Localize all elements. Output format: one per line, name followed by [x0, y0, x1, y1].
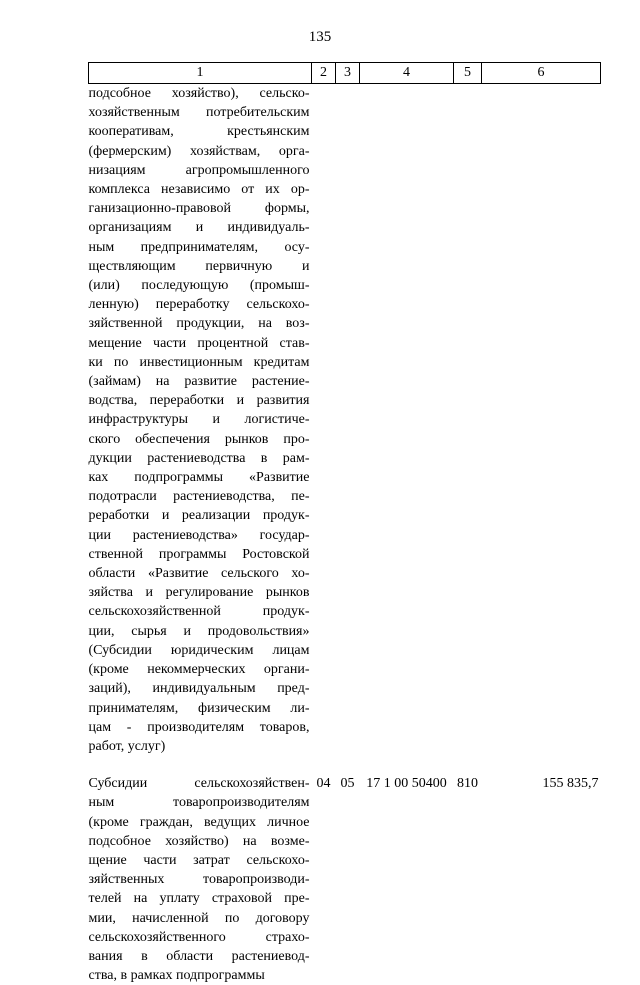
description-line: щение части затрат сельскохо-: [88, 852, 310, 868]
row-expense-type: [454, 84, 482, 757]
description-line: мещение части процентной став-: [88, 335, 310, 351]
description-line: ленную) переработку сельскохо-: [88, 297, 310, 313]
description-line: зяйства и регулирование рынков: [88, 585, 310, 601]
header-col-3: 3: [336, 63, 360, 84]
description-line: цам - производителям товаров,: [88, 719, 310, 735]
description-line: водства, переработки и развития: [88, 393, 310, 409]
description-line: сельскохозяйственной продук-: [88, 604, 310, 620]
header-col-1: 1: [89, 63, 312, 84]
description-line: ции, сырья и продовольствия»: [88, 623, 310, 639]
header-col-2: 2: [312, 63, 336, 84]
description-line: ным товаропроизводителям: [88, 795, 310, 811]
description-line: телей на уплату страховой пре-: [88, 891, 310, 907]
description-line: подсобное хозяйство), сельско-: [88, 86, 310, 101]
table-row: [89, 774, 601, 985]
description-line: ского обеспечения рынков про-: [88, 431, 310, 447]
description-line: (кроме некоммерческих органи-: [88, 662, 310, 678]
header-col-6: 6: [482, 63, 601, 84]
row-amount: [482, 84, 601, 757]
row-description: [89, 774, 312, 985]
description-line: ществляющим первичную и: [88, 258, 310, 274]
description-line: комплекса независимо от их ор-: [88, 182, 310, 198]
header-col-5: 5: [454, 63, 482, 84]
description-line: Субсидии сельскохозяйствен-: [88, 776, 310, 792]
description-line: (или) последующую (промыш-: [88, 278, 310, 294]
description-line: сельскохозяйственного страхо-: [88, 929, 310, 945]
description-line: зяйственной продукции, на воз-: [88, 316, 310, 332]
description-line: ным предпринимателям, осу-: [88, 239, 310, 255]
table-row: [89, 84, 601, 757]
page-number: 135: [308, 29, 332, 45]
description-line: кооперативам, крестьянским: [88, 124, 310, 140]
description-line: (кроме граждан, ведущих личное: [88, 814, 310, 830]
description-line: мии, начисленной по договору: [88, 910, 310, 926]
row-description: [89, 84, 312, 757]
description-line: заций), индивидуальным пред-: [88, 681, 310, 697]
row-amount: 155 835,7: [542, 776, 599, 792]
description-line: подсобное хозяйство) на возме-: [88, 833, 310, 849]
description-line: принимателям, физическим ли-: [88, 700, 310, 716]
description-line: зяйственных товаропроизводи-: [88, 872, 310, 888]
description-line: (Субсидии юридическим лицам: [88, 642, 310, 658]
description-line: вания в области растениевод-: [88, 948, 310, 964]
row-target-article: [360, 84, 454, 757]
description-line: ки по инвестиционным кредитам: [88, 354, 310, 370]
header-col-4: 4: [360, 63, 454, 84]
header-row: [89, 63, 601, 84]
description-line: работ, услуг): [88, 738, 166, 754]
description-line: ственной программы Ростовской: [88, 546, 310, 562]
description-line: (фермерским) хозяйствам, орга-: [88, 143, 310, 159]
description-line: инфраструктуры и логистиче-: [88, 412, 310, 428]
budget-table: [88, 62, 601, 985]
description-line: организациям и индивидуаль-: [88, 220, 310, 236]
row-subsection-code: 05: [340, 776, 355, 792]
description-line: ции растениеводства» государ-: [88, 527, 310, 543]
row-section-code: [312, 84, 336, 757]
description-line: низациям агропромышленного: [88, 162, 310, 178]
row-subsection-code: [336, 84, 360, 757]
description-line: дукции растениеводства в рам-: [88, 450, 310, 466]
description-line: подотрасли растениеводства, пе-: [88, 489, 310, 505]
description-line: реработки и реализации продук-: [88, 508, 310, 524]
row-expense-type: 810: [457, 776, 478, 792]
description-line: области «Развитие сельского хо-: [88, 566, 310, 582]
description-line: (займам) на развитие растение-: [88, 374, 310, 390]
description-line: хозяйственным потребительским: [88, 105, 310, 121]
row-spacer: [89, 756, 601, 774]
row-target-article: 17 1 00 50400: [366, 776, 447, 792]
description-line: ства, в рамках подпрограммы: [88, 968, 265, 984]
description-line: ках подпрограммы «Развитие: [88, 470, 310, 486]
description-line: ганизационно-правовой формы,: [88, 201, 310, 217]
row-spacer-cell: [89, 756, 601, 774]
row-section-code: 04: [316, 776, 331, 792]
